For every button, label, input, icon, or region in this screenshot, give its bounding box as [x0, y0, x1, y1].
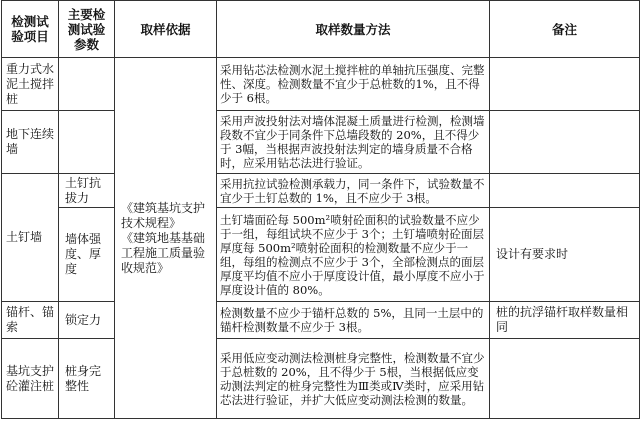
param-cell: 墙体强度、厚度: [59, 208, 115, 302]
basis-line: 《建筑地基基础: [121, 230, 206, 245]
param-cell: [59, 111, 115, 174]
table-row: [2, 302, 640, 339]
item-cell: 锚杆、锚索: [2, 302, 59, 339]
table-row: [2, 339, 640, 419]
method-cell: 土钉墙面砼每 500m²喷射砼面积的试验数量不应少于一组，每组试块不应少于 3个；土钉墙喷射砼面层厚度每 500m²喷射砼面积的检测数量不应少于一组，每组的检测点不应少于 3个，全部检测点的面层厚度平均值不应小于厚度设计值，最小厚度不应小于厚度设计值的 80%。: [217, 208, 490, 302]
param-cell: [59, 58, 115, 111]
method-cell: 采用声波投射法对墙体混凝土质量进行检测，检测墙段数不宜少于同条件下总墙段数的 20%，且不得少于 3幅，当根据声波投射法判定的墙身质量不合格时，应采用钻芯法进行验证。: [217, 111, 490, 174]
method-cell: 采用低应变动测法检测桩身完整性，检测数量不宜少于总桩数的 20%，且不得少于 5根，当根据低应变动测法判定的桩身完整性为Ⅲ类或Ⅳ类时，应采用钻芯法进行验证，并扩大低应变动测法检测的数量。: [217, 339, 490, 419]
remark-cell: [490, 58, 640, 111]
header-item: 检测试验项目: [2, 1, 59, 58]
basis-line: 收规范》: [121, 260, 170, 275]
remark-cell: [490, 174, 640, 208]
basis-line: 技术规程》: [121, 215, 182, 230]
item-cell: 土钉墙: [2, 174, 59, 302]
remark-cell: [490, 339, 640, 419]
item-cell: 基坑支护砼灌注桩: [2, 339, 59, 419]
param-cell: 锁定力: [59, 302, 115, 339]
header-basis: 取样依据: [115, 1, 217, 58]
method-cell: 采用钻芯法检测水泥土搅拌桩的单轴抗压强度、完整性、深度。检测数量不宜少于总桩数的1%，且不得少于 6根。: [217, 58, 490, 111]
item-cell: 地下连续墙: [2, 111, 59, 174]
table-row: [2, 208, 640, 302]
sampling-table: [1, 0, 640, 419]
param-cell: 桩身完整性: [59, 339, 115, 419]
table-row: [2, 174, 640, 208]
remark-cell: 桩的抗浮锚杆取样数量相同: [490, 302, 640, 339]
method-cell: 检测数量不应少于锚杆总数的 5%，且同一土层中的锚杆检测数量不应少于 3根。: [217, 302, 490, 339]
header-row: [2, 1, 640, 58]
header-param: 主要检测试验参数: [59, 1, 115, 58]
table-row: [2, 58, 640, 111]
method-cell: 采用抗拉试验检测承载力，同一条件下，试验数量不宜少于土钉总数的 1%，且不应少于 3根。: [217, 174, 490, 208]
basis-line: 工程施工质量验: [121, 245, 206, 260]
header-remark: 备注: [490, 1, 640, 58]
basis-cell: [115, 58, 217, 419]
header-method: 取样数量方法: [217, 1, 490, 58]
remark-cell: [490, 111, 640, 174]
basis-line: 《建筑基坑支护: [121, 200, 206, 215]
item-cell: 重力式水泥土搅拌桩: [2, 58, 59, 111]
remark-cell: 设计有要求时: [490, 208, 640, 302]
table-row: [2, 111, 640, 174]
param-cell: 土钉抗拔力: [59, 174, 115, 208]
